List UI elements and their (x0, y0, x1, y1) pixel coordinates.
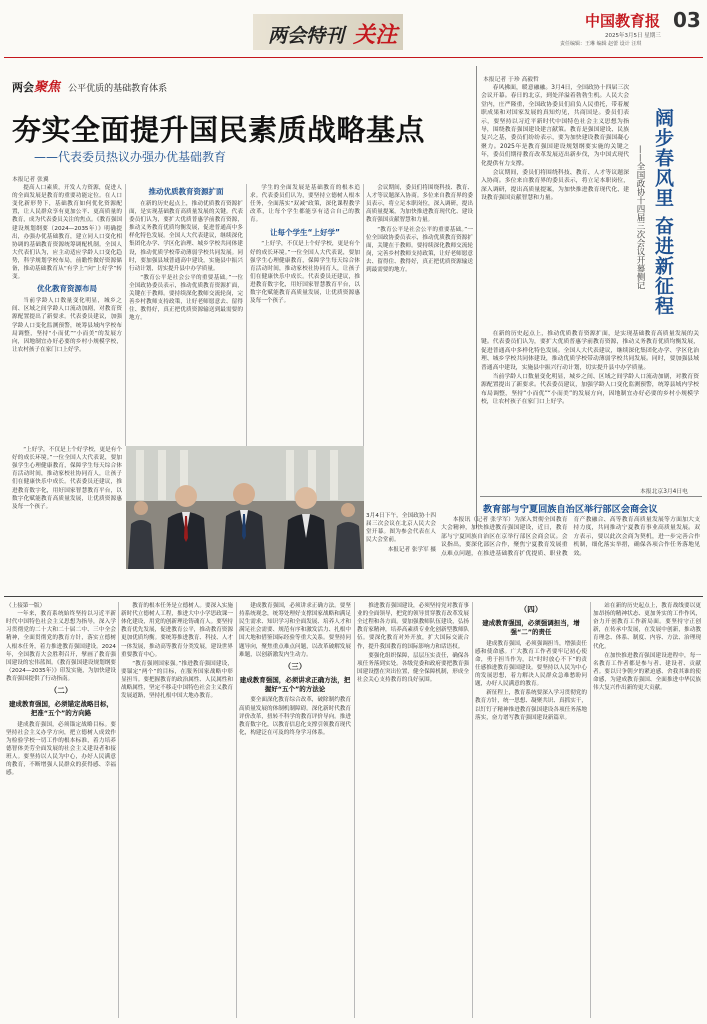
section-title-b: 关注 (353, 22, 398, 48)
bottom-rule (4, 596, 703, 597)
col-divider (590, 602, 591, 1018)
main-col1-para: 提高人口素质，开发人力资源，促进人的全面发展是教育的重要功能定位。在人口变化新形势下，基础教育如何优化资源配置，让人民群众享有更加公平、更高质量的教育，成为代表委员关注的焦点。《教育强国建设规划纲要（2024—2035年）》明确提出，办强办优基础教育，建立同人口变化相协调的基础教育资源统筹调配机制。全国人大代表们认为，应主动适应学龄人口变化趋势，科学规划学校布局，前瞻性做好资源储备，推动基础教育从“有学上”向“上好学”转变。 (12, 185, 122, 281)
bottom-col3-para-b: 要全面深化教育综合改革，破除制约教育高质量发展的体制机制障碍。深化新时代教育评价改革，扭转不科学的教育评价导向。推进教育数字化，以教育信息化支撑引领教育现代化，构建泛在可及的终身学习体系。 (239, 697, 351, 736)
kicker-tail: 公平优质的基础教育体系 (68, 84, 168, 94)
main-col-1 (12, 184, 122, 446)
bottom-col1-para-b: 建成教育强国，必须锚定战略目标。要坚持社会主义办学方向，把立德树人成效作为检验学校一切工作的根本标准，着力培养德智体美劳全面发展的社会主义建设者和接班人。要坚持以人民为中心，办好人民满意的教育，不断增强人民群众的获得感、幸福感。 (6, 721, 116, 777)
bottom-col-1 (6, 602, 116, 1018)
main-col1-para-b: 当前学龄人口数量变化明显，城乡之间、区域之间学龄人口流动加剧，对教育资源配置提出了新要求。代表委员建议，加强学龄人口变化监测预警，统筹县域内学校布局调整，坚持“小而优”“小而美”的发展方向，因地制宜办好必要的乡村小规模学校，让农村孩子在家门口上好学。 (12, 298, 122, 353)
section-title-a: 两会特刊 (268, 25, 345, 47)
main-col3-para: 学生的全面发展是基础教育的根本追求。代表委员们认为，要坚持立德树人根本任务，全面落实“双减”政策，深化课程教学改革，让每个学生都能享有适合自己的教育。 (250, 185, 360, 224)
side-byline: 本报记者 于珍 高毅哲 (483, 77, 539, 83)
second-article-rule (480, 496, 702, 497)
col-divider (363, 184, 364, 446)
bottom-col1-para: 一年来，教育系统始终坚持以习近平新时代中国特色社会主义思想为指导，深入学习贯彻党的二十大和二十届二中、三中全会精神，全面贯彻党的教育方针，落实立德树人根本任务，着力推进教育强国建设。2024年，全国教育大会胜利召开，擘画了教育强国建设的宏伟蓝图。《教育强国建设规划纲要（2024—2035年）》印发实施，为加快建设教育强国提供了行动指南。 (6, 611, 116, 682)
photo-credit: 本报记者 张学军 摄 (387, 547, 436, 554)
second-text-para: 本报讯（记者 张学军）为深入贯彻全国教育大会精神，加快推进教育强国建设，近日，教育部与宁夏回族自治区在京举行部区会商会议。会议指出，要深化部区合作，聚焦宁夏教育发展重点难点问题，在推进基础教育扩优提质、职业教育产教融合、高等教育高质量发展等方面加大支持力度，共同推动宁夏教育事业高质量发展。双方表示，要以此次会商为契机，进一步完善合作机制，细化落实举措，确保各项合作任务落地见效。 (441, 517, 700, 557)
second-headline: 教育部与宁夏回族自治区举行部区会商会议 (483, 504, 658, 515)
bottom-col-2 (121, 602, 233, 1018)
bottom-col-5 (475, 602, 587, 1018)
main-col-1-lower (12, 446, 122, 568)
section-title (268, 18, 397, 49)
bottom-subhead-2: 建成教育强国，必须锚定战略目标，把准“五个”的方向路 (9, 699, 113, 718)
main-col4-para: 会议期间，委员们将围绕科技、教育、人才等议题深入协商。多位来自教育界的委员表示，将立足本职岗位，深入调研，提出高质量提案，为加快推进教育现代化、建设教育强国贡献智慧和力量。 (366, 185, 473, 224)
photo-caption (366, 512, 436, 568)
bottom-section-4: （四） (519, 605, 543, 614)
masthead-rule (4, 57, 703, 58)
side-text-para: 春风拂面，暖意融融。3月4日，全国政协十四届三次会议开幕。春日的北京，到处洋溢着勃勃生机。人民大会堂内，庄严隆重，全国政协委员们肩负人民重托，带着履职成果和对国家发展的真知灼见，共商国是。委员们表示，要坚持以习近平新时代中国特色社会主义思想为指导，围绕教育强国建设建言献策。教育是强国建设、民族复兴之基，委员们纷纷表示，要为加快建设教育强国凝心聚力。2025年是教育强国建设规划纲要实施的关键之年，委员们期待教育改革发展迈出新步伐，为中国式现代化提供有力支撑。 (481, 85, 629, 167)
paper-name: 中国教育报 (585, 12, 661, 30)
news-photo-illustration (126, 446, 364, 569)
kicker-lead-a: 两会 (12, 81, 34, 94)
bottom-col6-para: 站在新的历史起点上，教育战线要以更加昂扬的精神状态、更加务实的工作作风，奋力开创教育工作新局面。要坚持守正创新，在传承中发展，在发展中创新，推动教育理念、体系、制度、内容、方法、治理现代化。 (593, 603, 701, 650)
kicker (12, 76, 167, 95)
col-divider (354, 602, 355, 1018)
editor-line: 责任编辑：王琳 编辑 赵蕾 设计 汪琪 (560, 41, 642, 47)
bottom-cont-label: （上接第一版） (6, 603, 46, 609)
col-divider (246, 184, 247, 446)
bottom-col5-para-b: 新征程上，教育系统要深入学习贯彻党的教育方针，统一思想、凝聚共识、真抓实干，以钉钉子精神推进教育强国建设各项任务落地落实，奋力谱写教育强国建设新篇章。 (475, 690, 587, 721)
main-col-2 (129, 184, 243, 446)
side-headline-text: 阔步春风里 奋进新征程 (652, 108, 674, 316)
main-subheadline: ——代表委员热议办强办优基础教育 (34, 150, 227, 164)
second-text (441, 516, 700, 592)
bottom-subhead-3: 建成教育强国，必须讲求正确方法，把握好“五个”的方法论 (239, 675, 351, 694)
bottom-col2-para: 教育的根本任务是立德树人。要深入实施新时代立德树人工程，推进大中小学思政课一体化建设，用党的创新理论铸魂育人。要坚持教育优先发展，促进教育公平，推动教育资源更加优质均衡。要统筹推进教育、科技、人才一体发展，推动高等教育分类发展，建设世界重要教育中心。 (121, 603, 233, 658)
side-subheadline-text: ——全国政协十四届三次会议开幕侧记 (635, 145, 645, 290)
col-divider (472, 602, 473, 1018)
bottom-col4-para-b: 要强化组织保障，层层压实责任，确保各项任务落到实处。各级党委和政府要把教育强国建设摆在突出位置，健全保障机制，形成全社会关心支持教育的良好氛围。 (357, 652, 469, 683)
col-divider (118, 602, 119, 1018)
date-line: 2025年3月5日 星期三 (605, 33, 661, 39)
news-photo (126, 446, 364, 569)
bottom-col-6 (593, 602, 701, 1018)
side-divider (476, 66, 477, 528)
side-text-bottom-para-b: 当前学龄人口数量变化明显，城乡之间、区域之间学龄人口流动加剧，对教育资源配置提出了新要求。代表委员建议，加强学龄人口变化监测预警，统筹县域内学校布局调整，坚持“小而优”“小而美”的发展方向，因地制宜办好必要的乡村小规模学校，让农村孩子在家门口上好学。 (481, 373, 699, 406)
main-col1-lower-para: “上好学，不仅是上个好学校，更是有个好的成长环境。”一位全国人大代表说，要加强学生心理健康教育，保障学生每天综合体育活动时间，推动家校社协同育人，让孩子们在健康快乐中成长。代表委员还建议，推进教育数字化，用好国家智慧教育平台，以数字化赋能教育高质量发展，让优质资源惠及每一个孩子。 (12, 447, 122, 510)
main-col2-para: 在新的历史起点上，推动优质教育资源扩面，是实现基础教育高质量发展的关键。代表委员们认为，要扩大优质普惠学前教育资源，推动义务教育优质均衡发展，促进普通高中多样化特色发展。全国人大代表建议，继续深化集团化办学、学区化治理、城乡学校共同体建设，推动优质学校带动薄弱学校共同发展。同时，要加强县域普通高中建设，实施县中振兴行动计划，切实提升县中办学质量。 (129, 200, 243, 272)
main-col3-para-b: “上好学，不仅是上个好学校，更是有个好的成长环境。”一位全国人大代表说，要加强学生心理健康教育，保障学生每天综合体育活动时间，推动家校社协同育人，让孩子们在健康快乐中成长。代表委员还建议，推进教育数字化，用好国家智慧教育平台，以数字化赋能教育高质量发展，让优质资源惠及每一个孩子。 (250, 241, 360, 305)
main-col-3 (250, 184, 360, 446)
page-number: 03 (673, 8, 701, 32)
side-text-para-b: 会议期间，委员们将围绕科技、教育、人才等议题深入协商。多位来自教育界的委员表示，将立足本职岗位，深入调研，提出高质量提案，为加快推进教育现代化、建设教育强国贡献智慧和力量。 (481, 169, 629, 202)
bottom-col4-para: 推进教育强国建设，必须坚持党对教育事业的全面领导，把党的领导贯穿教育改革发展全过程和各方面。要加强教师队伍建设，弘扬教育家精神，培养高素质专业化创新型教师队伍。要深化教育对外开放，扩大国际交流合作，提升我国教育的国际影响力和话语权。 (357, 603, 469, 650)
bottom-section-3: （三） (283, 661, 307, 671)
main-headline: 夯实全面提升国民素质战略基点 (12, 113, 426, 147)
main-col2-para-b: “教育公平是社会公平的重要基础。”一位全国政协委员表示，推动优质教育资源扩面，关键在于教师。要持续深化教师交流轮岗，完善乡村教师支持政策，让好老师愿意去、留得住、教得好，真正把优质资源输送到最需要的地方。 (129, 274, 243, 322)
side-text-bottom-para: 在新的历史起点上，推动优质教育资源扩面，是实现基础教育高质量发展的关键。代表委员们认为，要扩大优质普惠学前教育资源，推动义务教育优质均衡发展，促进普通高中多样化特色发展。全国人大代表建议，继续深化集团化办学、学区化治理、城乡学校共同体建设，推动优质学校带动薄弱学校共同发展。同时，要加强县域普通高中建设，实施县中振兴行动计划，切实提升县中办学质量。 (481, 331, 699, 371)
bottom-col2-para-b: “教育强则国家强。”推进教育强国建设，要锚定“两个”的目标，在服务国家战略中彰显担当。要把握教育的政治属性、人民属性和战略属性，坚定不移走中国特色社会主义教育发展道路，坚持扎根中国大地办教育。 (121, 660, 233, 700)
main-subhead-2: 推动优质教育资源扩面 (148, 187, 224, 196)
side-text-top (481, 84, 629, 330)
main-subhead-1: 优化教育资源布局 (37, 284, 97, 294)
side-text-bottom (481, 330, 699, 484)
bottom-col3-para: 建成教育强国，必须讲求正确方法。要坚持系统观念，统筹处理好支撑国家战略和满足民生需求、知识学习和全面发展、培养人才和满足社会需要、规范有序和激发活力、扎根中国大地和借鉴国际经验等重大关系。要坚持问题导向，聚焦重点难点问题，以改革破解发展难题，以创新激发内生动力。 (239, 603, 351, 658)
col-divider (125, 184, 126, 446)
bottom-col6-para-b: 在加快推进教育强国建设进程中，每一名教育工作者都是参与者、建设者、贡献者。要以只争朝夕的紧迫感、舍我其谁的使命感，为建成教育强国、全面推进中华民族伟大复兴作出新的更大贡献。 (593, 652, 701, 692)
kicker-lead-b: 聚焦 (34, 80, 61, 95)
main-col-4 (366, 184, 473, 446)
masthead (0, 0, 707, 58)
bottom-section-2: （二） (49, 686, 73, 696)
side-dateline: 本报北京3月4日电 (640, 489, 688, 495)
bottom-col5-para: 建成教育强国，必须强调担当，增强责任感和使命感。广大教育工作者要牢记初心使命，勇于担当作为，以“时时放心不下”的责任感推进教育强国建设。要坚持以人民为中心的发展思想，着力解决人民群众急难愁盼问题，办好人民满意的教育。 (475, 640, 587, 688)
main-col4-para-b: “教育公平是社会公平的重要基础。”一位全国政协委员表示，推动优质教育资源扩面，关键在于教师。要持续深化教师交流轮岗，完善乡村教师支持政策，让好老师愿意去、留得住、教得好，真正把优质资源输送到最需要的地方。 (366, 226, 473, 274)
bottom-col-3 (239, 602, 351, 1018)
photo-caption-text: 3月4日下午，全国政协十四届三次会议在北京人民大会堂开幕。图为参会代表在人民大会堂前。 (366, 513, 436, 544)
col-divider (236, 602, 237, 1018)
main-subhead-3: 让每个学生“上好学” (270, 227, 340, 237)
bottom-subhead-4: 建成教育强国，必须强调担当，增强“二”的责任 (482, 618, 580, 637)
main-byline: 本报记者 张翼 (12, 177, 49, 183)
bottom-col-4 (357, 602, 469, 1018)
